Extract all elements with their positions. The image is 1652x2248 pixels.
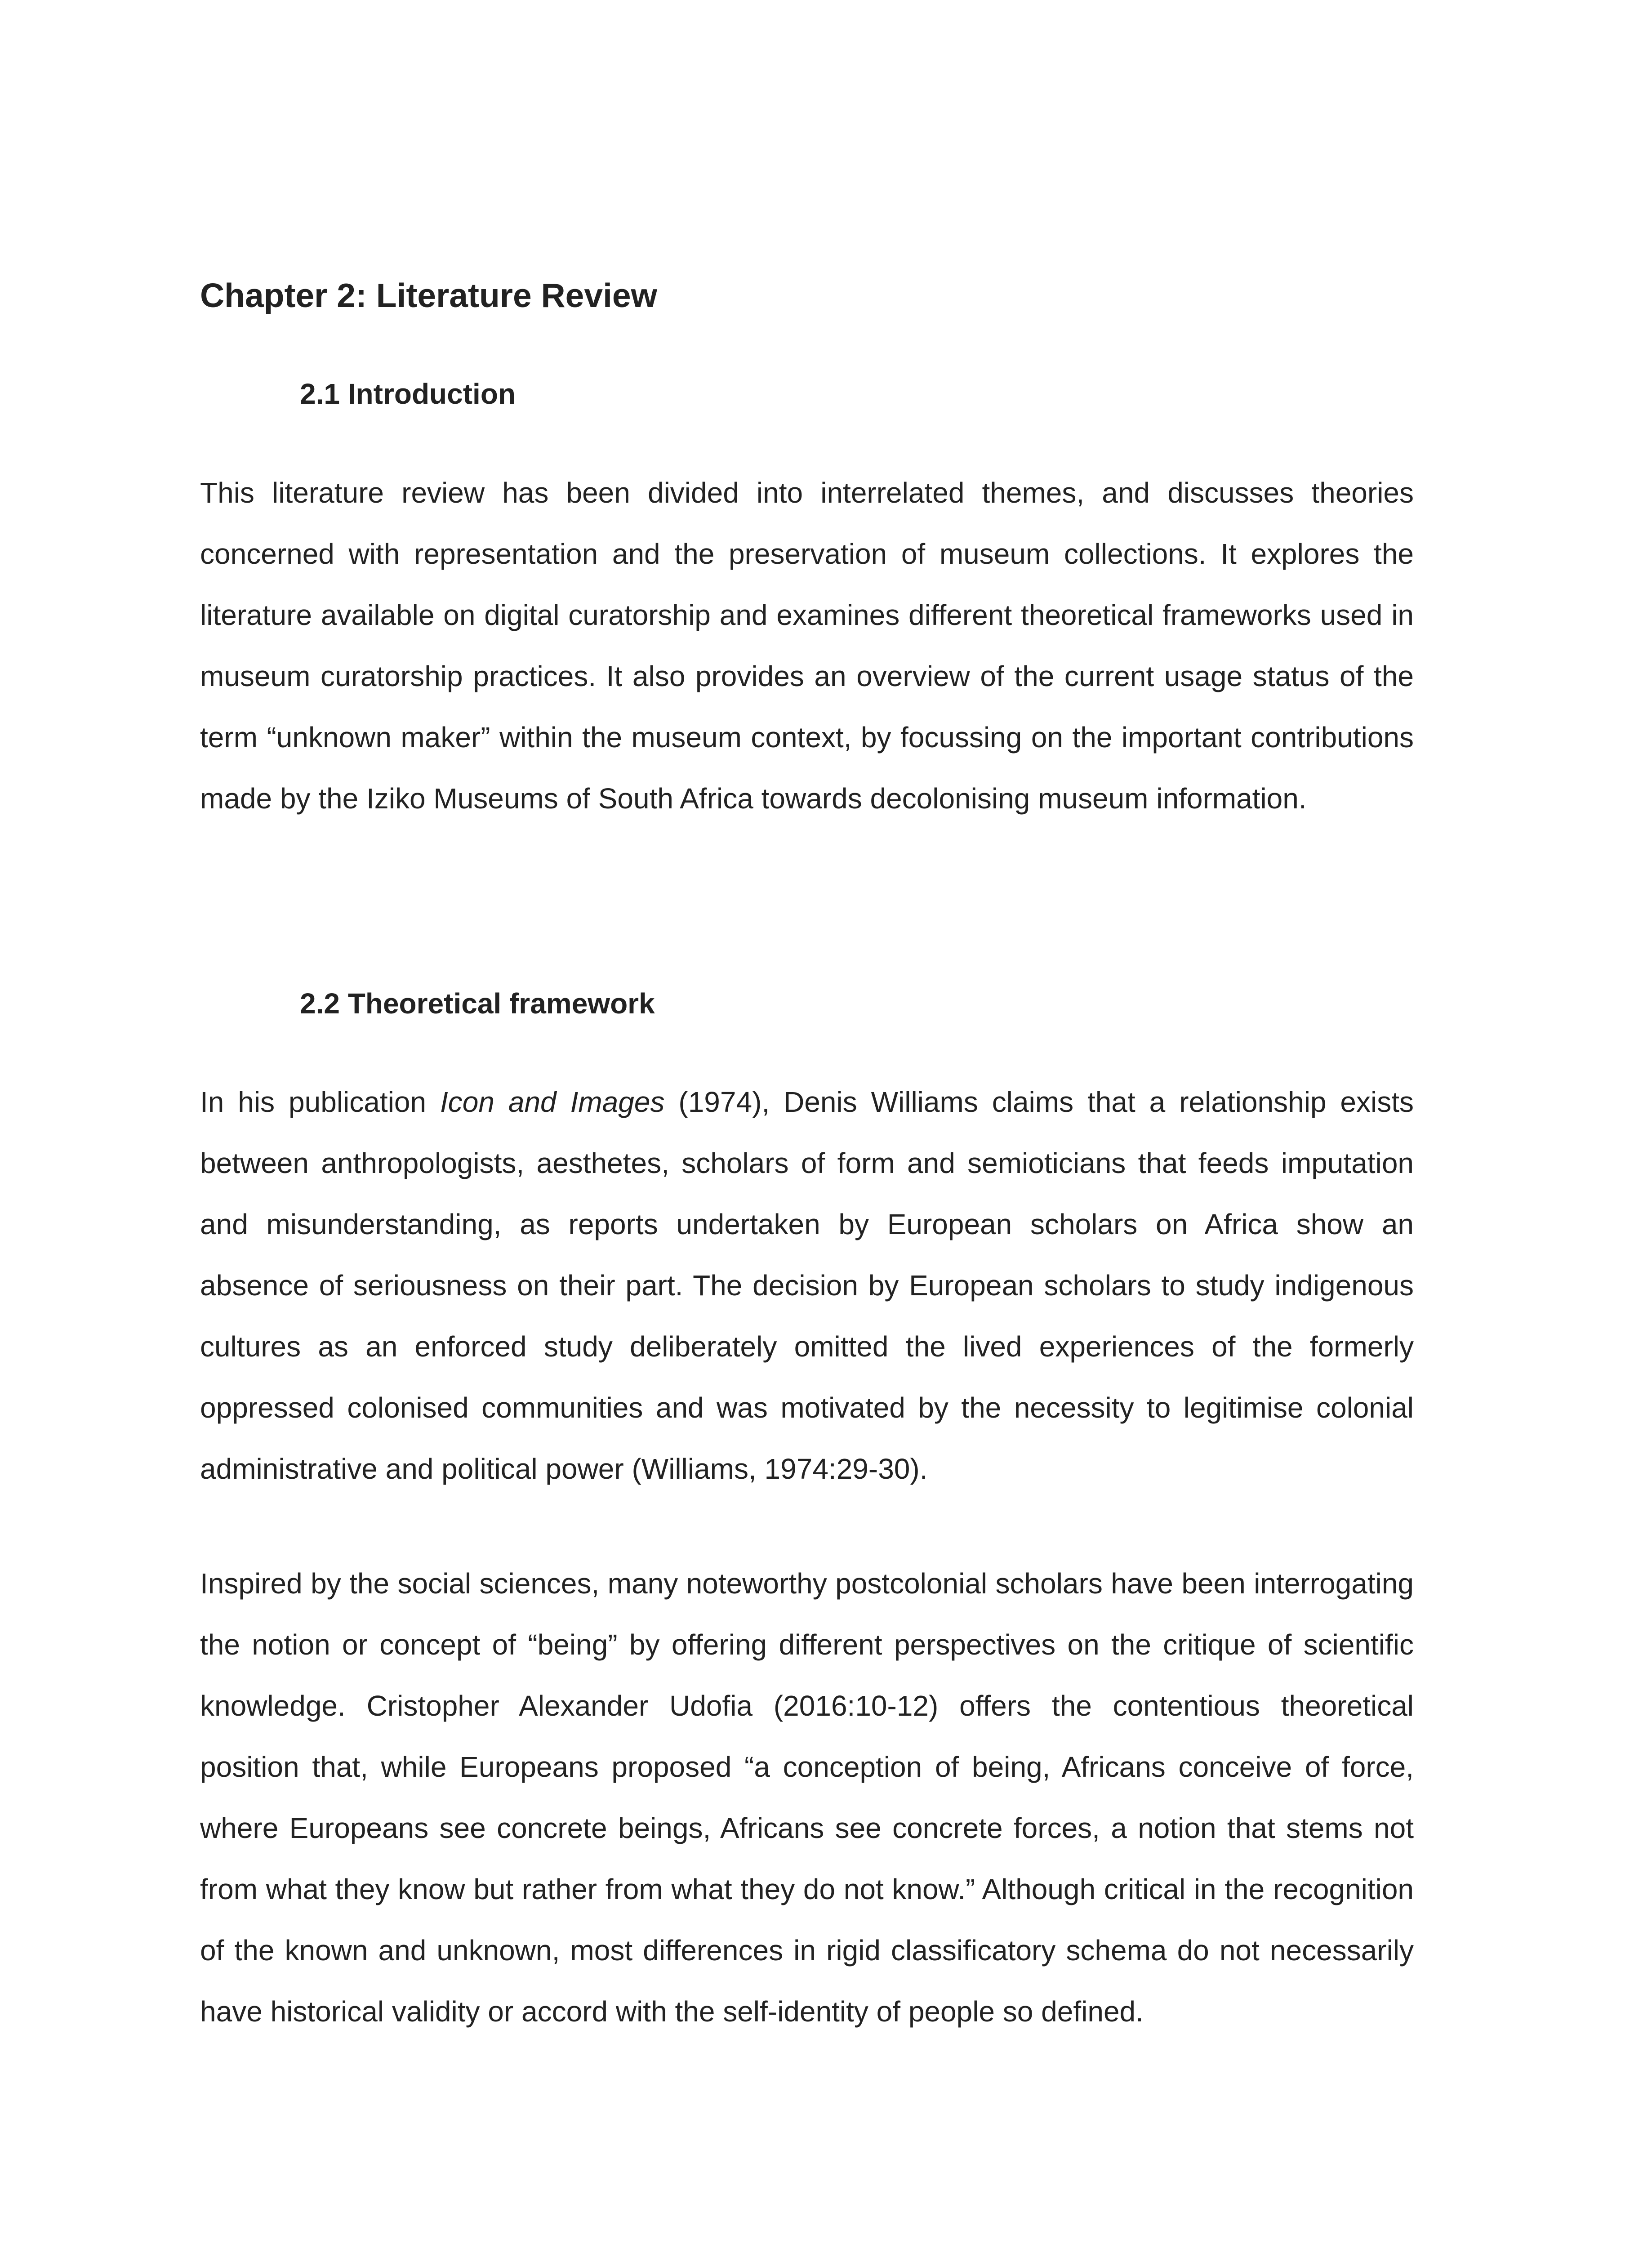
introduction-paragraph: This literature review has been divided into interrelated themes, and discusses theories concerned with representation and the preservation of museum collections. It explores the literature available on digital curatorship and examines different theoretical frameworks used in museum curatorship practices. It also provides an overview of the current usage status of the term “unknown maker” within the museum context, by focussing on the important contributions made by the Iziko Museums of South Africa towards decolonising museum information. [200,477,1414,815]
theoretical-framework-paragraph-2: Inspired by the social sciences, many noteworthy postcolonial scholars have been interrogating the notion or concept of “being” by offering different perspectives on the critique of scientific knowledge. Cristopher Alexander Udofia (2016:10-12) offers the contentious theoretical position that, while Europeans proposed “a conception of being, Africans conceive of force, where Europeans see concrete beings, Africans see concrete forces, a notion that stems not from what they know but rather from what they do not know.” Although critical in the recognition of the known and unknown, most differences in rigid classificatory schema do not necessarily have historical validity or accord with the self-identity of people so defined. [200,1567,1414,2028]
paragraph-text-lead: In his publication [200,1086,440,1118]
section-heading-theoretical-framework: 2.2 Theoretical framework [300,987,655,1020]
paragraph-text-body: (1974), Denis Williams claims that a relationship exists between anthropologists, aesthetes, scholars of form and semioticians that feeds imputation and misunderstanding, as reports undertaken by European scholars on Africa show an absence of seriousness on their part. The decision by European scholars to study indigenous cultures as an enforced study deliberately omitted the lived experiences of the formerly oppressed colonised communities and was motivated by the necessity to legitimise colonial administrative and political power (Williams, 1974:29-30). [200,1086,1414,1485]
theoretical-framework-paragraph-1 [200,1071,1414,1499]
chapter-title: Chapter 2: Literature Review [200,277,657,314]
section-heading-introduction: 2.1 Introduction [300,378,516,410]
publication-title: Icon and Images [440,1086,665,1118]
